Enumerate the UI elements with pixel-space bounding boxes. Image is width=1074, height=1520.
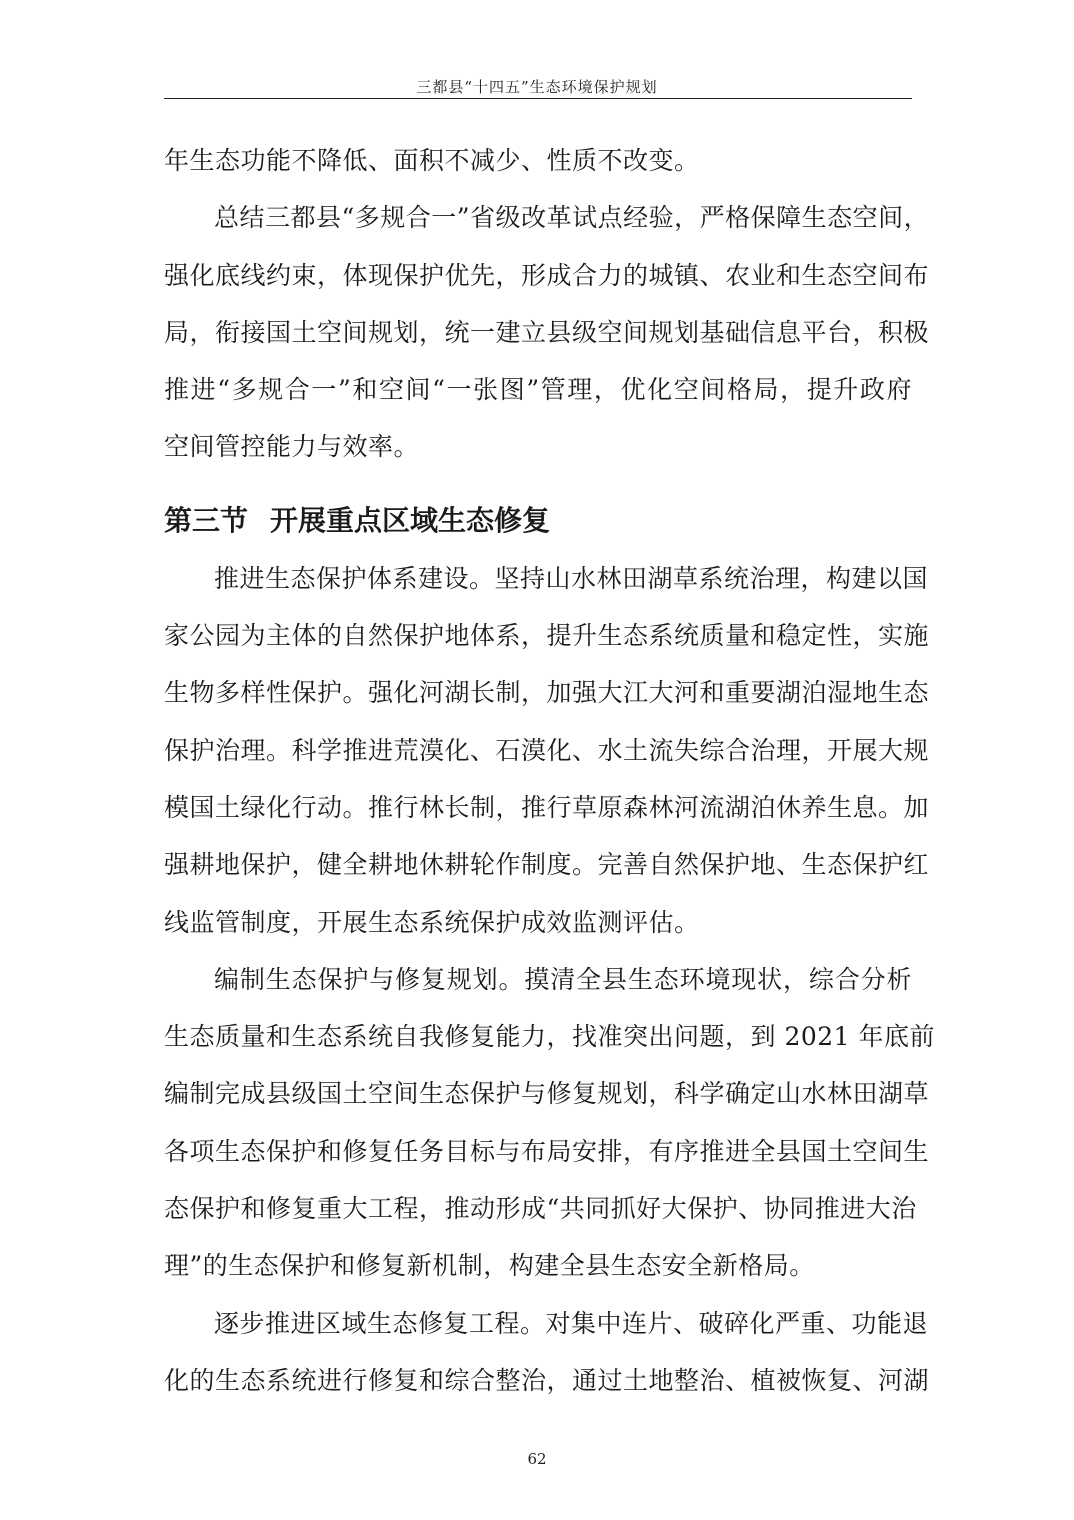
paragraph <box>164 1295 930 1410</box>
text-line: 强耕地保护，健全耕地休耕轮作制度。完善自然保护地、生态保护红 <box>164 850 930 880</box>
text-line: 编制完成县级国土空间生态保护与修复规划，科学确定山水林田湖草 <box>164 1079 930 1109</box>
section-title: 开展重点区域生态修复 <box>270 503 551 537</box>
text-line: 化的生态系统进行修复和综合整治，通过土地整治、植被恢复、河湖 <box>164 1365 930 1395</box>
section-heading <box>164 482 912 560</box>
paragraph-group-before <box>164 132 930 476</box>
text-line: 逐步推进区域生态修复工程。对集中连片、破碎化严重、功能退 <box>214 1308 929 1338</box>
text-line: 生态质量和生态系统自我修复能力，找准突出问题，到 2021 年底前 <box>164 1022 936 1052</box>
text-line: 强化底线约束，体现保护优先，形成合力的城镇、农业和生态空间布 <box>164 260 930 290</box>
text-line: 局，衔接国土空间规划，统一建立县级空间规划基础信息平台，积极 <box>164 317 930 347</box>
text-line: 空间管控能力与效率。 <box>164 432 420 462</box>
text-line: 推进生态保护体系建设。坚持山水林田湖草系统治理，构建以国 <box>214 563 929 593</box>
document-body <box>164 132 936 1409</box>
paragraph <box>164 951 936 1295</box>
paragraph <box>164 189 930 475</box>
text-line: 保护治理。科学推进荒漠化、石漠化、水土流失综合治理，开展大规 <box>164 735 930 765</box>
text-line: 年生态功能不降低、面积不减少、性质不改变。 <box>164 146 700 175</box>
paragraph <box>164 550 930 951</box>
text-line: 态保护和修复重大工程，推动形成“共同抓好大保护、协同推进大治 <box>164 1194 917 1224</box>
text-line: 各项生态保护和修复任务目标与布局安排，有序推进全县国土空间生 <box>164 1136 930 1166</box>
header-rule <box>164 98 912 99</box>
text-line: 编制生态保护与修复规划。摸清全县生态环境现状，综合分析 <box>214 964 912 994</box>
text-line: 模国土绿化行动。推行林长制，推行草原森林河流湖泊休养生息。加 <box>164 792 930 822</box>
page-number: 62 <box>527 1450 547 1468</box>
paragraph <box>164 132 912 189</box>
text-line: 推进“多规合一”和空间“一张图”管理，优化空间格局，提升政府 <box>164 375 912 405</box>
text-line: 线监管制度，开展生态系统保护成效监测评估。 <box>164 907 700 937</box>
paragraph-group-after <box>164 550 936 1409</box>
running-header: 三都县“十四五”生态环境保护规划 <box>416 78 658 96</box>
text-line: 生物多样性保护。强化河湖长制，加强大江大河和重要湖泊湿地生态 <box>164 678 930 708</box>
text-line: 理”的生态保护和修复新机制，构建全县生态安全新格局。 <box>164 1251 815 1281</box>
text-line: 家公园为主体的自然保护地体系，提升生态系统质量和稳定性，实施 <box>164 621 930 651</box>
text-line: 总结三都县“多规合一”省级改革试点经验，严格保障生态空间， <box>214 203 930 233</box>
section-number: 第三节 <box>164 503 249 537</box>
